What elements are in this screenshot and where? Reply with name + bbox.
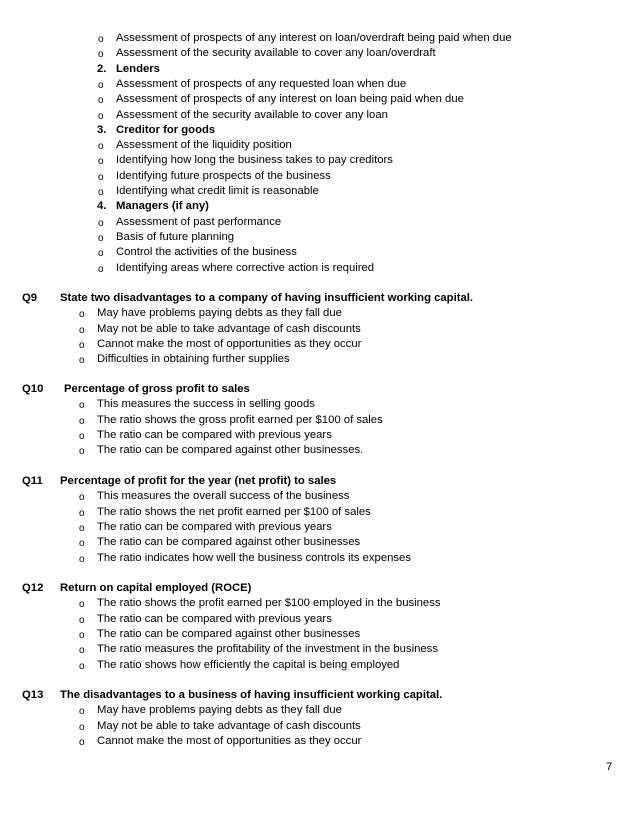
answer-item: The ratio can be compared against other businesses [97, 536, 361, 548]
bullet-icon: o [79, 431, 85, 442]
bullet-icon: o [79, 325, 85, 336]
list-item: Assessment of the liquidity position [116, 139, 292, 151]
answer-item: Cannot make the most of opportunities as they occur [97, 735, 362, 747]
list-item: Assessment of the security available to cover any loan [116, 109, 388, 121]
question-title: The disadvantages to a business of having insufficient working capital. [60, 689, 443, 701]
bullet-icon: o [98, 95, 104, 106]
bullet-icon: o [79, 538, 85, 549]
answer-item: The ratio can be compared with previous years [97, 521, 332, 533]
question-number: Q13 [22, 689, 44, 701]
question-number: Q12 [22, 582, 44, 594]
bullet-icon: o [79, 737, 85, 748]
section-heading: Creditor for goods [116, 124, 216, 136]
answer-item: The ratio shows how efficiently the capital is being employed [97, 659, 400, 671]
bullet-icon: o [79, 599, 85, 610]
bullet-icon: o [79, 706, 85, 717]
bullet-icon: o [98, 141, 104, 152]
answer-item: This measures the success in selling goods [97, 398, 315, 410]
bullet-icon: o [79, 416, 85, 427]
section-number: 4. [97, 200, 107, 212]
list-item: Assessment of the security available to cover any loan/overdraft [116, 47, 436, 59]
answer-item: This measures the overall success of the business [97, 490, 350, 502]
bullet-icon: o [79, 615, 85, 626]
section-number: 3. [97, 124, 107, 136]
bullet-icon: o [79, 645, 85, 656]
bullet-icon: o [98, 49, 104, 60]
bullet-icon: o [79, 309, 85, 320]
bullet-icon: o [98, 80, 104, 91]
question-number: Q9 [22, 292, 38, 304]
bullet-icon: o [98, 248, 104, 259]
section-number: 2. [97, 63, 107, 75]
bullet-icon: o [98, 34, 104, 45]
answer-item: The ratio shows the gross profit earned per $100 of sales [97, 414, 383, 426]
bullet-icon: o [79, 492, 85, 503]
bullet-icon: o [79, 554, 85, 565]
bullet-icon: o [79, 400, 85, 411]
list-item: Basis of future planning [116, 231, 235, 243]
bullet-icon: o [98, 172, 104, 183]
answer-item: The ratio can be compared with previous years [97, 613, 332, 625]
list-item: Identifying areas where corrective action is required [116, 262, 375, 274]
bullet-icon: o [98, 264, 104, 275]
answer-item: The ratio indicates how well the business controls its expenses [97, 552, 411, 564]
answer-item: May not be able to take advantage of cash discounts [97, 323, 361, 335]
section-heading: Managers (if any) [116, 200, 209, 212]
question-title: Percentage of gross profit to sales [64, 383, 250, 395]
question-number: Q10 [22, 383, 44, 395]
list-item: Assessment of prospects of any interest on loan/overdraft being paid when due [116, 32, 512, 44]
answer-item: The ratio can be compared against other businesses [97, 628, 361, 640]
bullet-icon: o [79, 508, 85, 519]
answer-item: The ratio can be compared against other businesses. [97, 444, 364, 456]
answer-item: May have problems paying debts as they fall due [97, 704, 342, 716]
bullet-icon: o [79, 630, 85, 641]
bullet-icon: o [98, 218, 104, 229]
bullet-icon: o [79, 446, 85, 457]
list-item: Assessment of past performance [116, 216, 282, 228]
list-item: Assessment of prospects of any requested loan when due [116, 78, 407, 90]
list-item: Identifying how long the business takes to pay creditors [116, 154, 393, 166]
list-item: Identifying what credit limit is reasonable [116, 185, 319, 197]
list-item: Assessment of prospects of any interest on loan being paid when due [116, 93, 464, 105]
answer-item: Difficulties in obtaining further supplies [97, 353, 290, 365]
answer-item: The ratio shows the profit earned per $100 employed in the business [97, 597, 441, 609]
bullet-icon: o [98, 233, 104, 244]
answer-item: Cannot make the most of opportunities as they occur [97, 338, 362, 350]
page-number: 7 [606, 761, 613, 773]
question-title: Percentage of profit for the year (net profit) to sales [60, 475, 337, 487]
answer-item: The ratio measures the profitability of the investment in the business [97, 643, 438, 655]
answer-item: May not be able to take advantage of cash discounts [97, 720, 361, 732]
section-heading: Lenders [116, 63, 160, 75]
bullet-icon: o [79, 355, 85, 366]
question-title: Return on capital employed (ROCE) [60, 582, 252, 594]
bullet-icon: o [98, 111, 104, 122]
answer-item: The ratio can be compared with previous years [97, 429, 332, 441]
bullet-icon: o [79, 523, 85, 534]
bullet-icon: o [98, 156, 104, 167]
bullet-icon: o [79, 340, 85, 351]
list-item: Control the activities of the business [116, 246, 297, 258]
question-number: Q11 [22, 475, 43, 487]
bullet-icon: o [79, 661, 85, 672]
answer-item: The ratio shows the net profit earned per $100 of sales [97, 506, 371, 518]
bullet-icon: o [79, 722, 85, 733]
list-item: Identifying future prospects of the business [116, 170, 331, 182]
answer-item: May have problems paying debts as they fall due [97, 307, 342, 319]
question-title: State two disadvantages to a company of having insufficient working capital. [60, 292, 474, 304]
bullet-icon: o [98, 187, 104, 198]
